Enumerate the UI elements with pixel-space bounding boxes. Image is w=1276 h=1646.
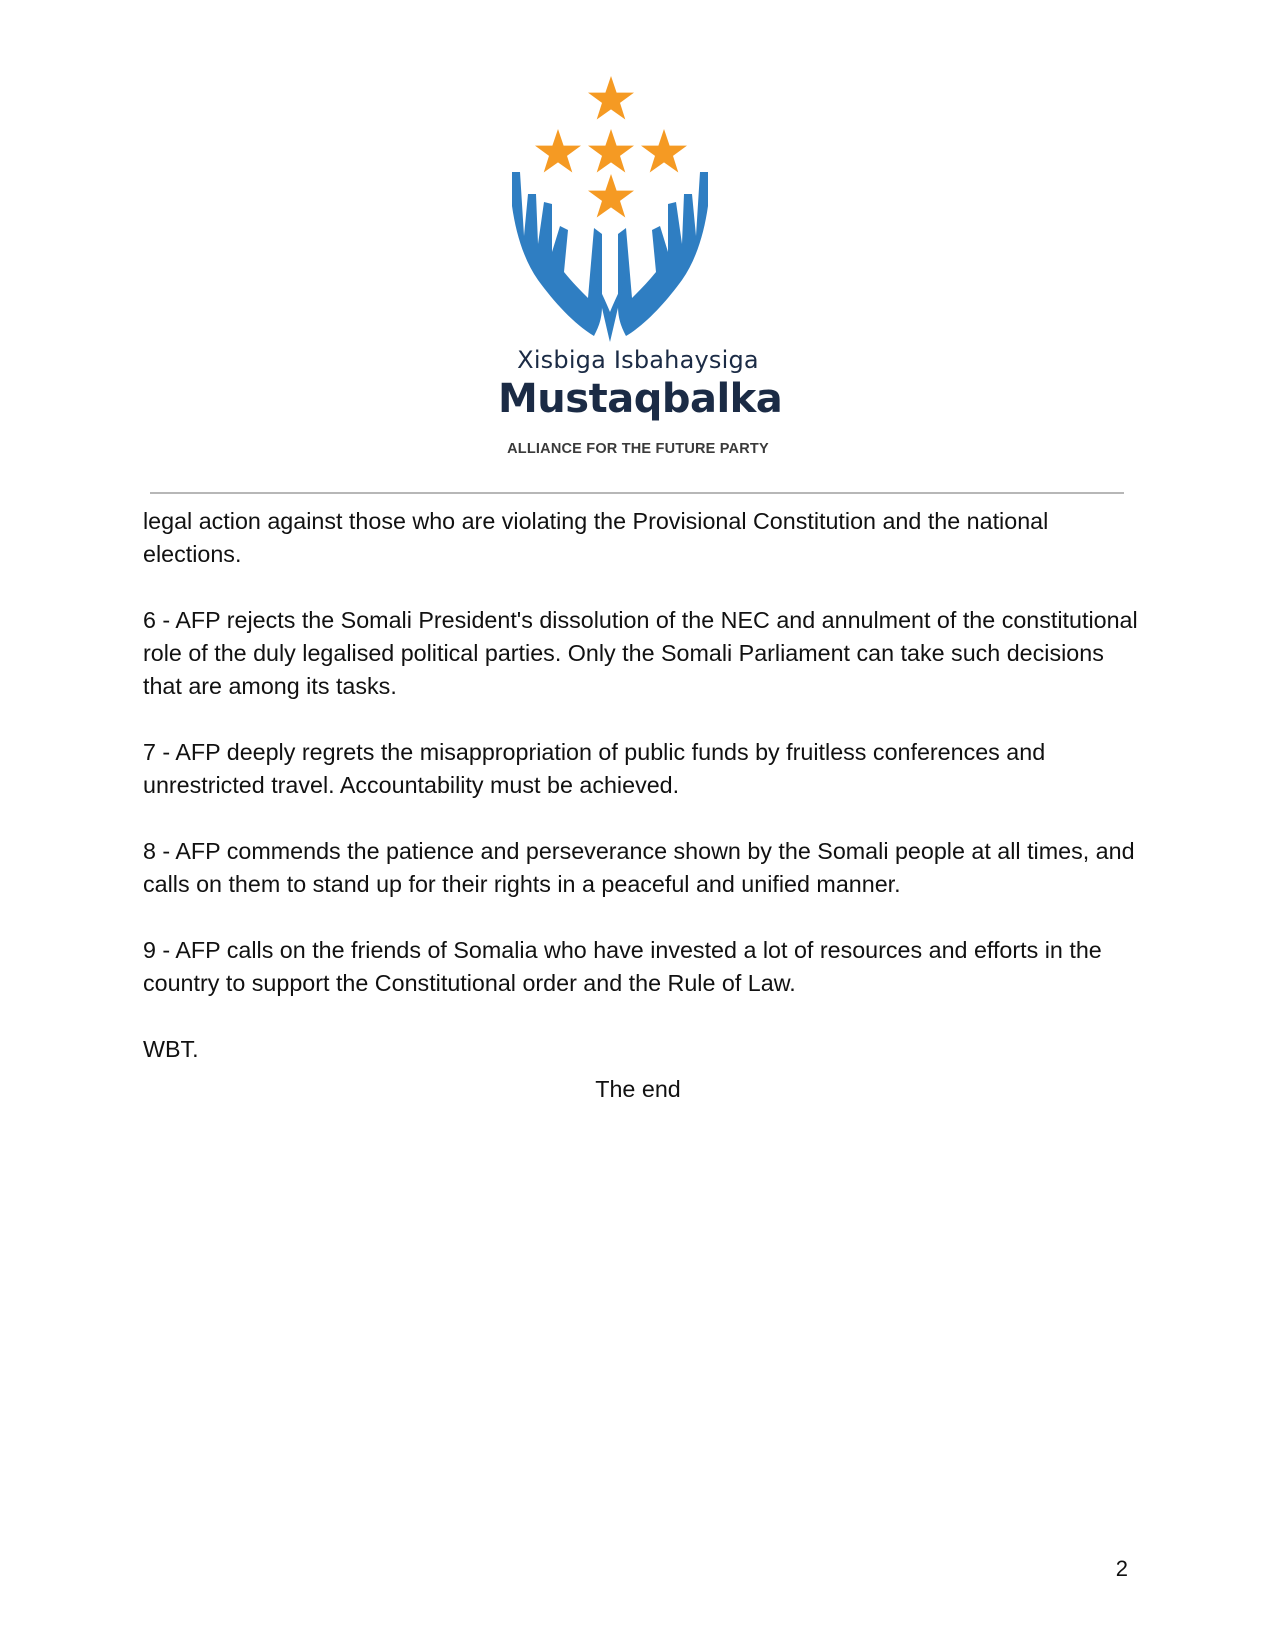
document-body: [143, 505, 1143, 1066]
paragraph-point-7: 7 - AFP deeply regrets the misappropriation of public funds by fruitless conferences and unrestricted travel. Accountability must be achieved.: [143, 739, 1046, 798]
star-icon: [588, 129, 634, 173]
right-hand-icon: [618, 172, 708, 336]
logo-name-somali-line1: Xisbiga Isbahaysiga: [517, 346, 759, 374]
closing-wbt: WBT.: [143, 1036, 199, 1062]
paragraph-continuation: legal action against those who are violating the Provisional Constitution and the national elections.: [143, 508, 1049, 567]
star-icon: [641, 129, 687, 173]
hands-and-stars-emblem: [498, 76, 778, 346]
paragraph-point-9: 9 - AFP calls on the friends of Somalia who have invested a lot of resources and efforts in the country to support the Constitutional order and the Rule of Law.: [143, 937, 1102, 996]
left-hand-icon: [512, 172, 602, 336]
stars-icon: [535, 76, 687, 218]
the-end-text: The end: [595, 1076, 681, 1102]
star-icon: [588, 174, 634, 218]
logo-name-somali-line2: Mustaqbalka: [498, 376, 783, 422]
star-icon: [588, 76, 634, 120]
paragraph-point-6: 6 - AFP rejects the Somali President's dissolution of the NEC and annulment of the constitutional role of the duly legalised political parties. Only the Somali Parliament can take such decisions that are among its tasks.: [143, 607, 1138, 699]
page-number: 2: [1115, 1556, 1128, 1581]
party-logo: [498, 76, 783, 457]
star-icon: [535, 129, 581, 173]
logo-name-english: ALLIANCE FOR THE FUTURE PARTY: [507, 441, 769, 457]
header-divider: [150, 492, 1124, 494]
paragraph-point-8: 8 - AFP commends the patience and perseverance shown by the Somali people at all times, and calls on them to stand up for their rights in a peaceful and unified manner.: [143, 838, 1135, 897]
